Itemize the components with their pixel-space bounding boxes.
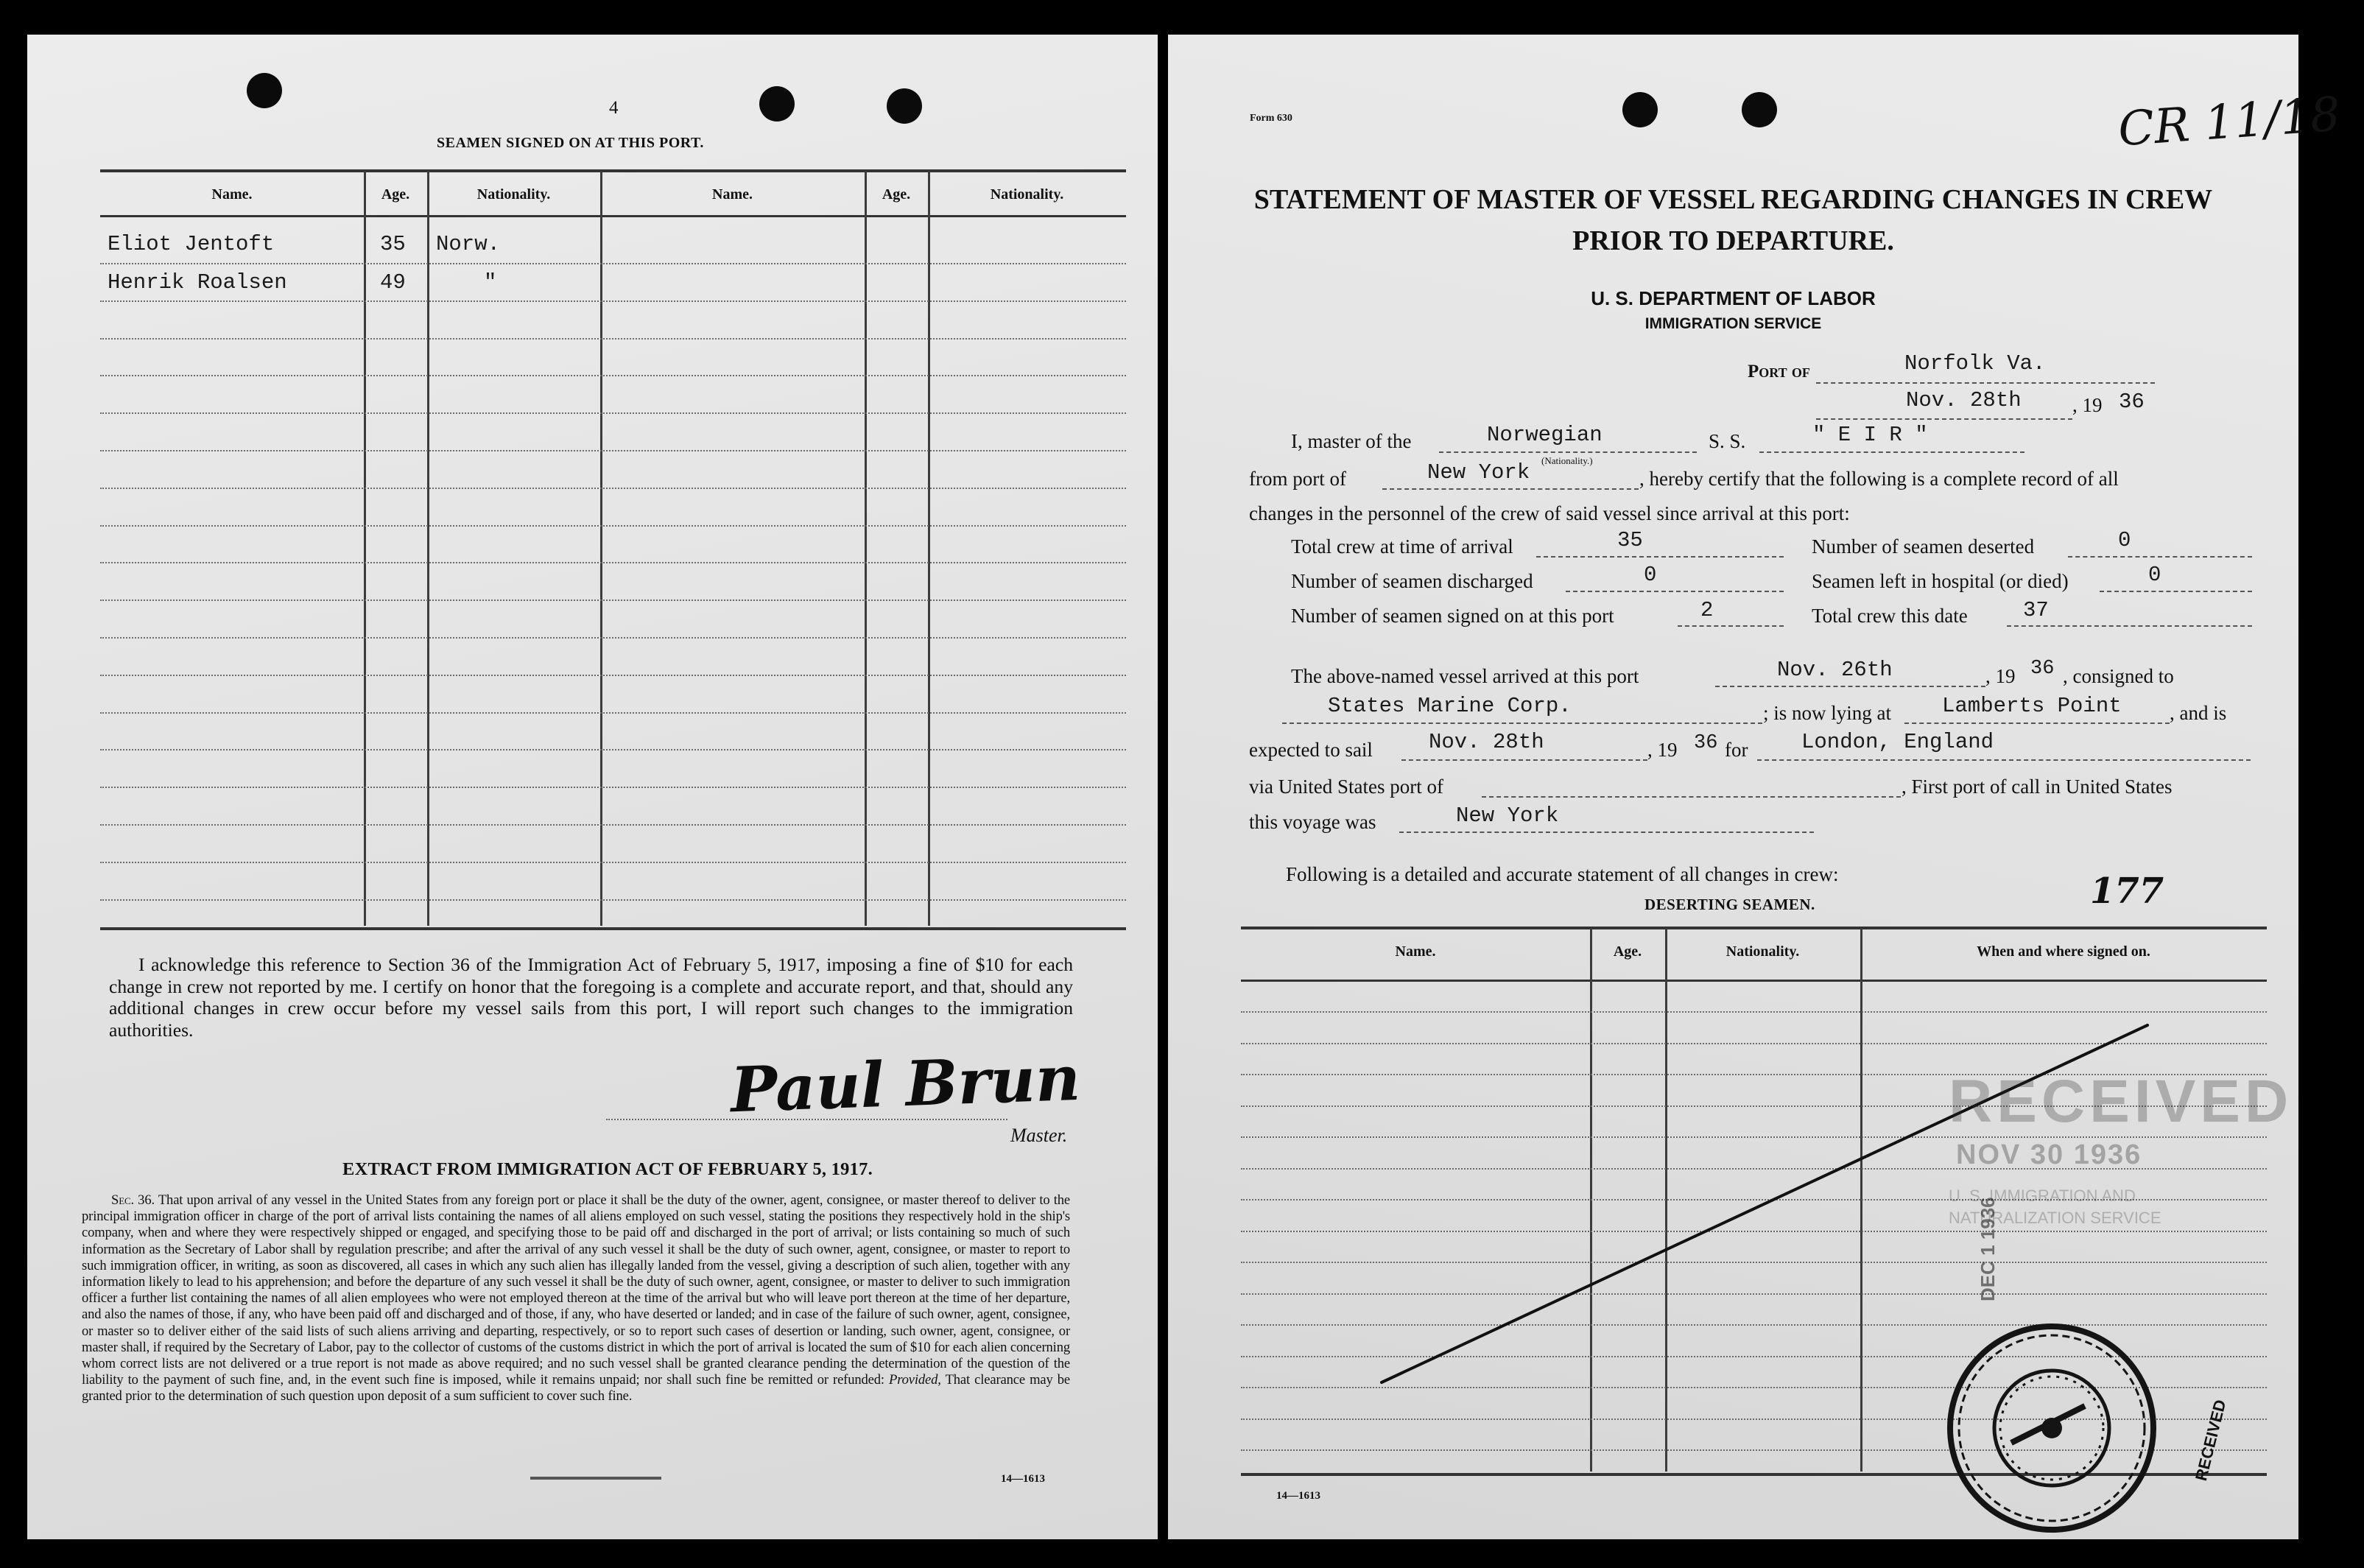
col-header-name-2: Name. <box>712 186 753 203</box>
certify-text: , hereby certify that the following is a complete record of all <box>1639 468 2119 490</box>
col-header-name: Name. <box>1395 943 1436 960</box>
master-role-label: Master. <box>1010 1125 1068 1146</box>
from-port-value: New York <box>1427 460 1530 485</box>
form-code: 14—1613 <box>1001 1473 1045 1485</box>
col-header-signed-on: When and where signed on. <box>1977 943 2150 960</box>
total-crew-arrival: 35 <box>1617 528 1643 552</box>
total-crew-date: 37 <box>2023 598 2049 622</box>
ruled-line <box>100 338 1126 340</box>
signed-on-label: Number of seamen signed on at this port <box>1291 605 1614 627</box>
hospital-label: Seamen left in hospital (or died) <box>1812 570 2069 592</box>
port-label: Port of <box>1748 362 1810 382</box>
ruled-line <box>100 675 1126 676</box>
extract-text: Sec. 36. That upon arrival of any vessel in the United States from any foreign port or place it shall be the duty of the owner, agent, consignee, or master thereof to deliver to the principal immigration officer in charge of the port of arrival lists containing the names of all aliens employed on such vessel, stating the positions they respectively hold in the ship's company, when and where they were respectively shipped or engaged, and specifying those to be paid off and discharged in the port of arrival; or lists containing so much of such information as the Secretary of Labor shall by regulation prescribe; and after the arrival of any such vessel it shall be the duty of such owner, agent, consignee, or master to report to such immigration officer, in writing, as soon as discovered, all cases in which any such alien has illegally landed from the vessel, giving a description of such alien, together with any information likely to lead to his apprehension; and before the departure of any such vessel it shall be the duty of such owner, agent, consignee, or master to deliver to such immigration officer a further list containing the names of all alien employees who were not employed thereon at the time of the arrival but who will leave port thereon at the time of her departure, and also the names of those, if any, who have been paid off and discharged and of those, if any, who have deserted or landed; and in case of the failure of such owner, agent, consignee, or master so to deliver either of the said lists of such aliens arriving and departing, respectively, or so to report such cases of desertion or landing, such owner, agent, consignee, or master shall, if required by the Secretary of Labor, pay to the collector of customs of the customs district in which the port of arrival is located the sum of $10 for each alien concerning whom correct lists are not delivered or a true report is not made as above required; and no such vessel shall be granted clearance pending the determination of the question of the liability to the payment of such fine, and, in the event such fine is imposed, while it remains unpaid; nor shall such fine be remitted or refunded: Provided, That clearance may be granted prior to the determination of such question upon deposit of a sum sufficient to cover such fine. <box>82 1192 1070 1404</box>
page-number: 4 <box>609 98 619 118</box>
deserting-seamen-title: DESERTING SEAMEN. <box>1644 896 1815 913</box>
arrived-year-prefix: , 19 <box>1985 665 2016 687</box>
seaman-name: Henrik Roalsen <box>108 270 287 295</box>
arrived-date: Nov. 26th <box>1777 658 1893 682</box>
total-crew-arrival-label: Total crew at time of arrival <box>1291 535 1513 558</box>
ruled-line <box>100 263 1126 264</box>
statement-year: 36 <box>2119 390 2145 414</box>
nationality-value: Norwegian <box>1487 423 1603 447</box>
punch-hole <box>759 86 795 122</box>
ruled-line <box>100 787 1126 788</box>
voyage-label: this voyage was <box>1249 811 1376 833</box>
consigned-label: , consigned to <box>2063 665 2174 687</box>
col-header-age: Age. <box>1613 943 1642 960</box>
ruled-line <box>100 300 1126 302</box>
ruled-line <box>100 749 1126 750</box>
ruled-line <box>100 375 1126 376</box>
stamp-agency-line1: U. S. IMMIGRATION AND <box>1949 1186 2136 1205</box>
received-stamp-date: NOV 30 1936 <box>1956 1139 2142 1170</box>
and-is-label: , and is <box>2170 702 2227 724</box>
service-name: IMMIGRATION SERVICE <box>1644 315 1822 332</box>
left-page <box>27 35 1158 1539</box>
ruled-line <box>100 862 1126 863</box>
from-port-label: from port of <box>1249 468 1346 490</box>
nationality-caption: (Nationality.) <box>1541 455 1593 466</box>
col-header-age-2: Age. <box>882 186 911 203</box>
stamp-agency-line2: NATURALIZATION SERVICE <box>1949 1209 2161 1227</box>
via-port-label: via United States port of <box>1249 776 1443 798</box>
seaman-age: 35 <box>380 232 406 256</box>
first-port-value: New York <box>1456 804 1559 828</box>
discharged-label: Number of seamen discharged <box>1291 570 1533 592</box>
col-header-nationality-2: Nationality. <box>990 186 1064 203</box>
col-header-nationality: Nationality. <box>476 186 551 203</box>
discharged-count: 0 <box>1644 563 1657 587</box>
sail-year: 36 <box>1694 732 1718 754</box>
col-header-name: Name. <box>211 186 253 203</box>
sail-year-prefix: , 19 <box>1647 739 1678 761</box>
deserted-count: 0 <box>2118 528 2131 552</box>
ruled-line <box>100 600 1126 601</box>
first-port-label: , First port of call in United States <box>1902 776 2173 798</box>
deserted-label: Number of seamen deserted <box>1812 535 2035 558</box>
cancel-stroke <box>1168 35 2298 1539</box>
ruled-line <box>100 488 1126 489</box>
following-text: Following is a detailed and accurate statement of all changes in crew: <box>1286 863 1839 885</box>
punch-hole <box>247 73 282 108</box>
master-label: I, master of the <box>1291 430 1412 452</box>
ruled-line <box>100 824 1126 826</box>
extract-title: EXTRACT FROM IMMIGRATION ACT OF FEBRUARY 5, 1917. <box>342 1159 873 1179</box>
ruled-line <box>100 899 1126 901</box>
form-title: STATEMENT OF MASTER OF VESSEL REGARDING CHANGES IN CREW PRIOR TO DEPARTURE. <box>1253 184 2213 256</box>
corner-handwritten-note: CR 11/18 <box>2116 87 2343 158</box>
total-crew-date-label: Total crew this date <box>1812 605 1968 627</box>
department-name: U. S. DEPARTMENT OF LABOR <box>1591 287 1876 309</box>
ruled-line <box>100 712 1126 714</box>
col-header-nationality: Nationality. <box>1725 943 1800 960</box>
received-edge-stamp: RECEIVED <box>2192 1397 2230 1483</box>
seaman-name: Eliot Jentoft <box>108 232 275 256</box>
ruled-line <box>100 450 1126 451</box>
lying-label: ; is now lying at <box>1763 702 1891 724</box>
handwritten-number: 177 <box>2090 871 2164 912</box>
vessel-name: " E I R " <box>1812 423 1928 447</box>
received-stamp: RECEIVED <box>1949 1068 2293 1135</box>
ruled-line <box>100 412 1126 414</box>
statement-date: Nov. 28th <box>1906 388 2022 412</box>
acknowledgment-paragraph: I acknowledge this reference to Section 36 of the Immigration Act of February 5, 1917, imposing a fine of $10 for each change in crew not reported by me. I certify on honor that the foregoing is a complete and accurate report, and that, should any additional changes in crew occur before my vessel sails from this port, I will report such changes to the immigration authorities. <box>109 954 1073 1041</box>
expected-label: expected to sail <box>1249 739 1373 761</box>
ruled-line <box>100 525 1126 527</box>
sail-date: Nov. 28th <box>1429 730 1544 754</box>
form-code: 14—1613 <box>1276 1490 1320 1502</box>
circular-stamp-icon <box>1941 1318 2162 1539</box>
col-header-age: Age. <box>381 186 410 203</box>
arrived-label: The above-named vessel arrived at this port <box>1291 665 1639 687</box>
ruled-line <box>100 562 1126 563</box>
master-signature: Paul Brun <box>729 1041 1082 1127</box>
table-title: SEAMEN SIGNED ON AT THIS PORT. <box>437 135 704 151</box>
rotated-stamp-date: DEC 1 1936 <box>1977 1197 1999 1301</box>
ruled-line <box>100 637 1126 639</box>
arrived-year: 36 <box>2030 658 2055 680</box>
ss-label: S. S. <box>1709 430 1746 452</box>
date-year-prefix: , 19 <box>2072 394 2103 416</box>
lying-at: Lamberts Point <box>1942 694 2122 718</box>
right-page <box>1168 35 2343 1539</box>
seaman-nationality: " <box>484 270 497 295</box>
for-label: for <box>1725 739 1748 761</box>
signed-on-count: 2 <box>1700 598 1714 622</box>
port-value: Norfolk Va. <box>1904 351 2046 376</box>
seaman-age: 49 <box>380 270 406 295</box>
seaman-nationality: Norw. <box>436 232 501 256</box>
punch-hole <box>887 88 922 124</box>
certify-text-2: changes in the personnel of the crew of said vessel since arrival at this port: <box>1249 502 1850 524</box>
hospital-count: 0 <box>2148 563 2161 587</box>
consignee: States Marine Corp. <box>1328 694 1572 718</box>
printer-imprint <box>530 1477 661 1480</box>
form-label: Form 630 <box>1250 113 1292 124</box>
destination: London, England <box>1801 730 1994 754</box>
